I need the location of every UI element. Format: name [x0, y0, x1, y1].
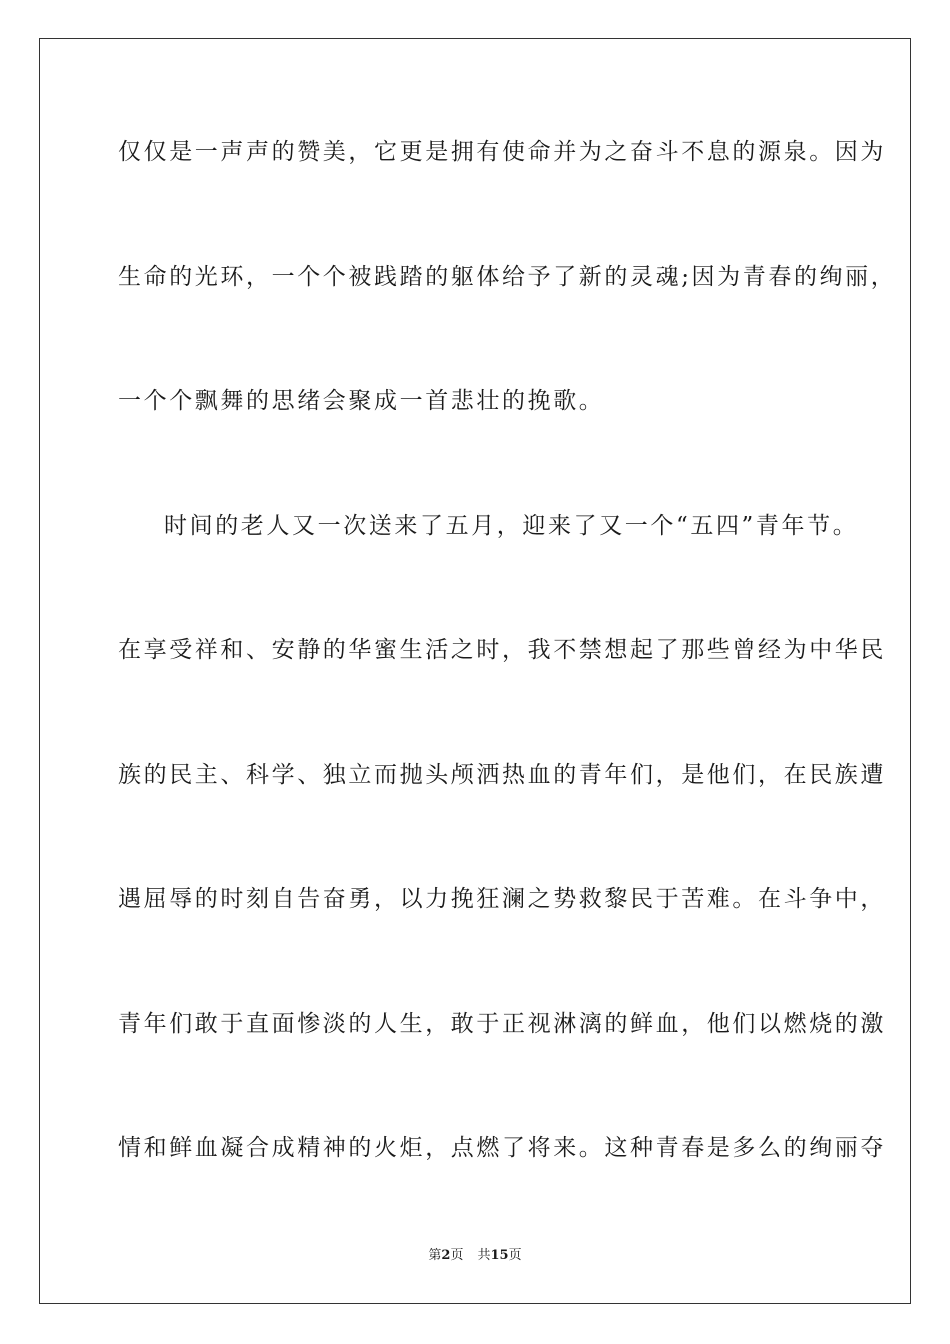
total-pages: 15 — [490, 1248, 509, 1263]
text-line-3: 一个个飘舞的思绪会聚成一首悲壮的挽歌。 — [118, 388, 605, 414]
total-prefix: 共 — [477, 1248, 491, 1263]
text-line-7: 遇屈辱的时刻自告奋勇，以力挽狂澜之势救黎民于苦难。在斗争中， — [118, 886, 886, 912]
text-line-1: 仅仅是一声声的赞美，它更是拥有使命并为之奋斗不息的源泉。因为 — [118, 139, 886, 165]
page-number: 2 — [441, 1248, 451, 1263]
page-border — [39, 38, 911, 1304]
text-line-4-paragraph-start: 时间的老人又一次送来了五月，迎来了又一个“五四”青年节。 — [164, 513, 859, 539]
text-line-9: 情和鲜血凝合成精神的火炬，点燃了将来。这种青春是多么的绚丽夺 — [118, 1135, 886, 1161]
total-suffix: 页 — [508, 1248, 522, 1263]
text-line-6: 族的民主、科学、独立而抛头颅洒热血的青年们，是他们，在民族遭 — [118, 762, 886, 788]
text-line-2: 生命的光环，一个个被践踏的躯体给予了新的灵魂;因为青春的绚丽， — [118, 264, 897, 290]
text-line-8: 青年们敢于直面惨淡的人生，敢于正视淋漓的鲜血，他们以燃烧的激 — [118, 1011, 886, 1037]
page-footer — [0, 1247, 950, 1265]
page-suffix: 页 — [450, 1248, 464, 1263]
page-prefix: 第 — [428, 1248, 442, 1263]
text-line-5: 在享受祥和、安静的华蜜生活之时，我不禁想起了那些曾经为中华民 — [118, 637, 886, 663]
